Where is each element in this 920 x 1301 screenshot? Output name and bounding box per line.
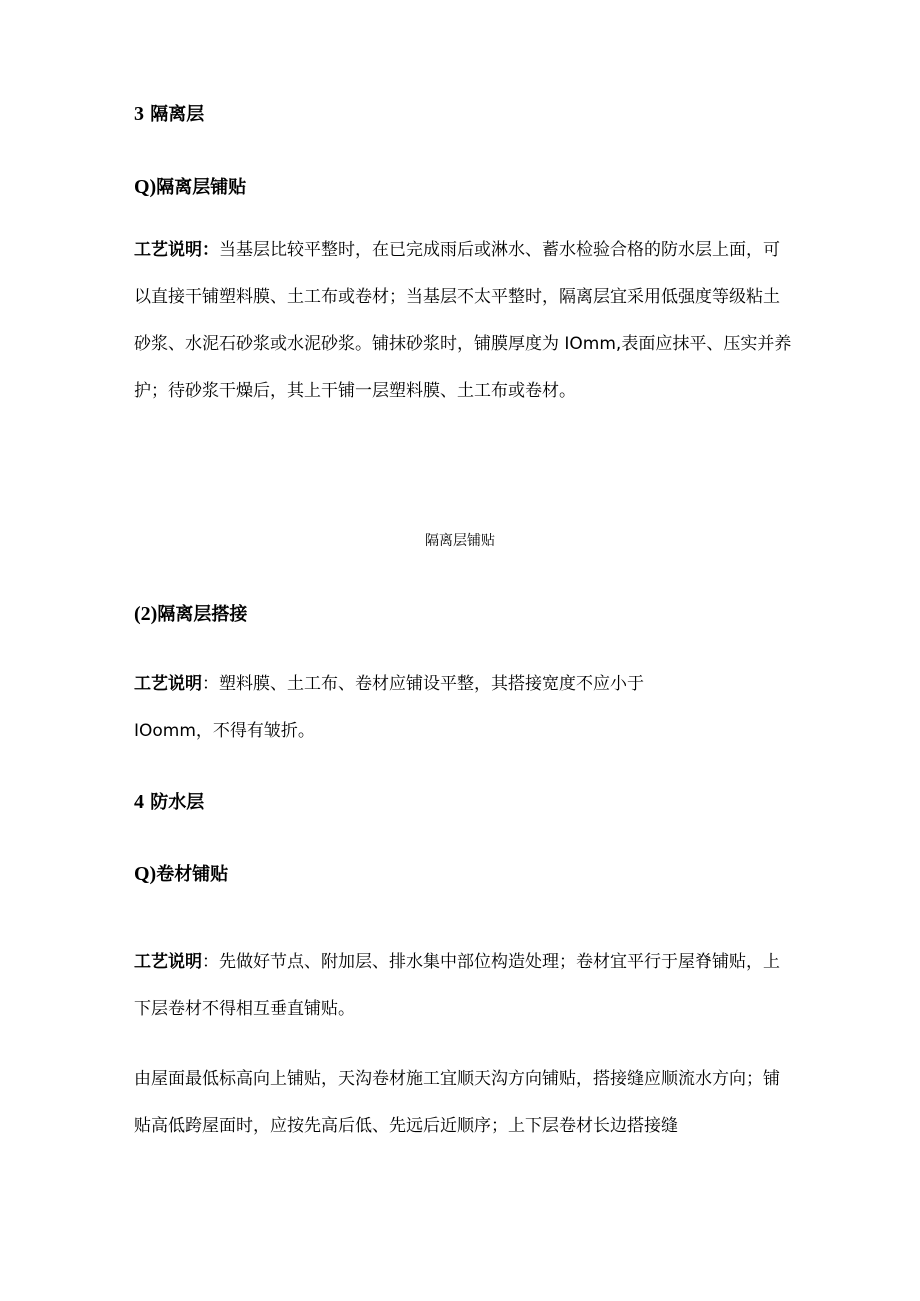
- subsection-number: Q): [134, 176, 157, 198]
- paragraph-text: 由屋面最低标高向上铺贴，天沟卷材施工宜顺天沟方向铺贴，搭接缝应顺流水方向；铺贴高低跨屋面时，应按先高后低、先远后近顺序；上下层卷材长边搭接缝: [134, 1069, 780, 1136]
- paragraph-label: 工艺说明: [134, 674, 202, 694]
- paragraph-isolation-overlap: [134, 661, 794, 755]
- subsection-number: (2): [134, 603, 158, 625]
- section-number: 3: [134, 103, 144, 125]
- section-heading-3: [134, 102, 794, 127]
- paragraph-text-line2: IOomm，不得有皱折。: [134, 721, 315, 741]
- paragraph-isolation-laying: [134, 227, 794, 415]
- subsection-heading-isolation-laying: [134, 175, 794, 200]
- section-number: 4: [134, 791, 144, 813]
- paragraph-membrane-laying: [134, 939, 794, 1033]
- paragraph-label: 工艺说明: [134, 952, 202, 972]
- figure-caption: 隔离层铺贴: [425, 533, 495, 549]
- section-heading-4: [134, 790, 794, 815]
- section-title: 防水层: [150, 792, 205, 813]
- paragraph-membrane-direction: [134, 1056, 794, 1150]
- paragraph-label: 工艺说明：: [134, 240, 219, 260]
- subsection-heading-membrane-laying: [134, 862, 794, 887]
- paragraph-text-line1: ：塑料膜、土工布、卷材应铺设平整，其搭接宽度不应小于: [202, 674, 644, 694]
- subsection-heading-isolation-overlap: [134, 602, 794, 627]
- subsection-number: Q): [134, 863, 157, 885]
- subsection-title: 卷材铺贴: [156, 864, 229, 885]
- subsection-title: 隔离层搭接: [157, 604, 248, 625]
- subsection-title: 隔离层铺贴: [156, 177, 247, 198]
- paragraph-text: ：先做好节点、附加层、排水集中部位构造处理；卷材宜平行于屋脊铺贴，上下层卷材不得相互垂直铺贴。: [134, 952, 780, 1019]
- section-title: 隔离层: [150, 104, 205, 125]
- paragraph-text: 当基层比较平整时，在已完成雨后或淋水、蓄水检验合格的防水层上面，可以直接干铺塑料膜、土工布或卷材；当基层不太平整时，隔离层宜采用低强度等级粘土砂浆、水泥石砂浆或水泥砂浆。铺抹砂浆时，铺膜厚度为 IOmm,表面应抹平、压实并养护；待砂浆干燥后，其上干铺一层塑料膜、土工布或卷材。: [134, 240, 792, 401]
